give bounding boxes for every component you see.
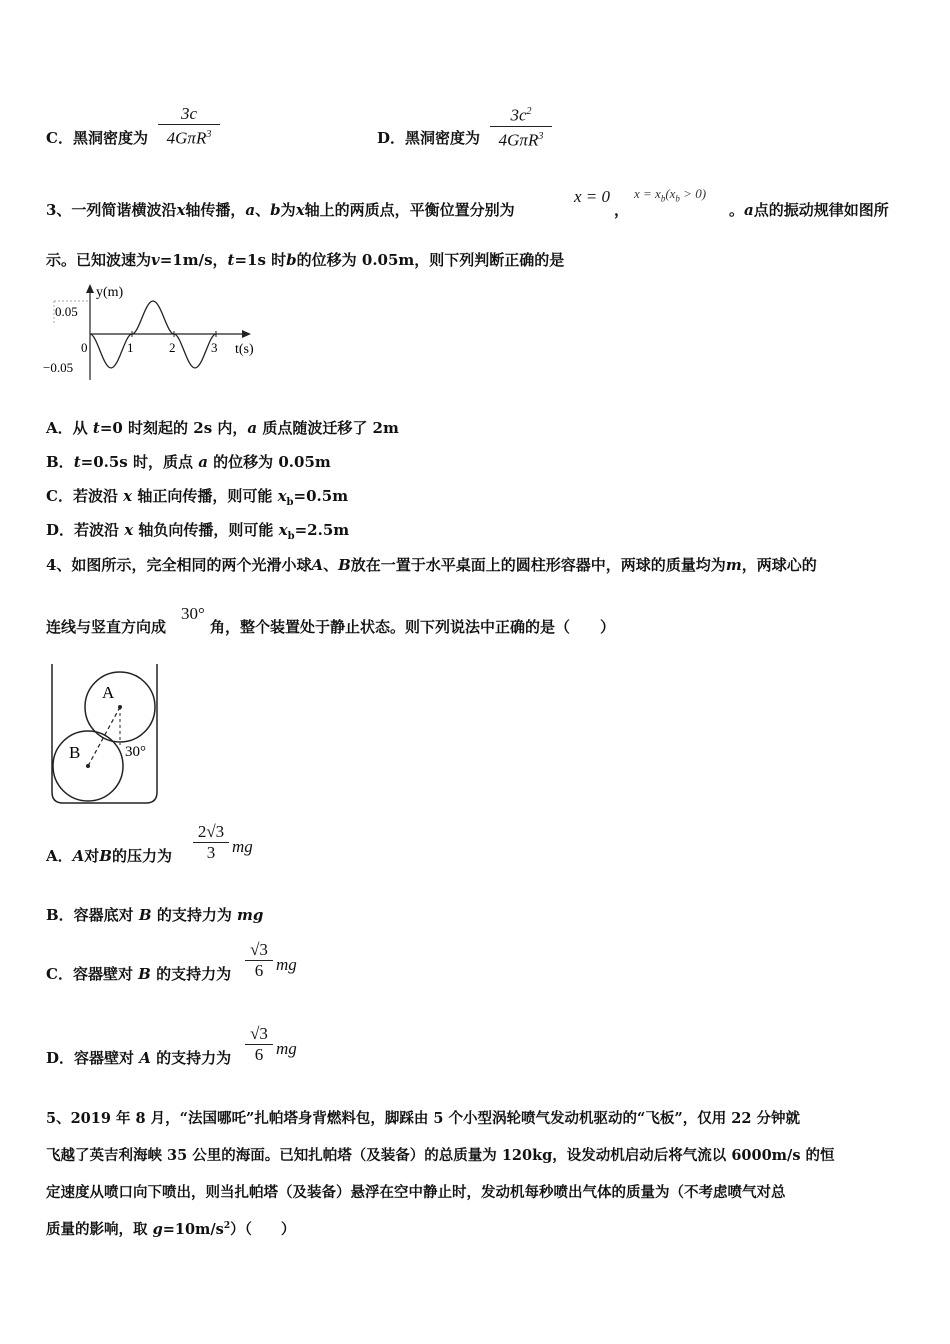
origin-label: 0 bbox=[81, 340, 88, 355]
fraction-denominator: 6 bbox=[245, 960, 273, 981]
fraction-numerator: $3c^2$ bbox=[510, 105, 532, 125]
positive-amplitude-label: 0.05 bbox=[55, 304, 78, 319]
q5-stem-line4: 质量的影响，取 $g=10m/s^2$）（ ） bbox=[46, 1221, 296, 1238]
q4-option-c-fraction bbox=[245, 940, 273, 981]
fraction-denominator: 4GπR$^3$ bbox=[158, 124, 220, 149]
q4-option-c[interactable]: C．容器壁对 B 的支持力为 bbox=[46, 965, 232, 983]
q4-option-a[interactable]: A．A对B的压力为 bbox=[46, 847, 172, 865]
t-axis-arrow bbox=[242, 330, 251, 338]
negative-amplitude-label: −0.05 bbox=[43, 360, 74, 375]
q5-stem-line2: 飞越了英吉利海峡 35 公里的海面。已知扎帕塔（及装备）的总质量为 120kg，设发动机启动后将气流以 6000m/s 的恒 bbox=[46, 1147, 835, 1164]
q2-option-d-label: D．黑洞密度为 bbox=[377, 129, 481, 147]
fraction-denominator: 6 bbox=[245, 1044, 273, 1065]
tick-label-2: 2 bbox=[169, 340, 176, 355]
q3-separator: ， bbox=[614, 201, 630, 219]
q4-stem-line2-a: 连线与竖直方向成 bbox=[46, 618, 167, 636]
q4-option-b[interactable]: B．容器底对 B 的支持力为 mg bbox=[46, 906, 264, 924]
ball-b-center bbox=[86, 764, 90, 768]
q4-option-d[interactable]: D．容器壁对 A 的支持力为 bbox=[46, 1049, 232, 1067]
fraction-numerator: √3 bbox=[250, 940, 268, 959]
fraction-numerator: 2√3 bbox=[197, 822, 225, 841]
q3-equation-x0: x = 0 bbox=[574, 187, 611, 206]
center-line bbox=[88, 707, 120, 766]
q3-option-a[interactable]: A．从 t=0 时刻起的 2s 内，a 质点随波迁移了 2m bbox=[46, 419, 399, 437]
q4-angle-value: 30° bbox=[181, 604, 205, 623]
q3-option-b[interactable]: B．t=0.5s 时，质点 a 的位移为 0.05m bbox=[46, 453, 331, 471]
ball-b-label: B bbox=[69, 743, 81, 762]
t-axis-label: t(s) bbox=[235, 342, 254, 357]
fraction-denominator: 3 bbox=[193, 842, 229, 863]
q4-option-d-fraction bbox=[245, 1024, 273, 1065]
y-axis-arrow bbox=[86, 284, 94, 293]
q4-option-a-fraction bbox=[193, 822, 229, 863]
fraction-denominator: 4GπR$^3$ bbox=[490, 126, 552, 151]
q4-stem-line2-b: 角，整个装置处于静止状态。则下列说法中正确的是（ ） bbox=[210, 618, 616, 636]
q3-option-d[interactable]: D．若波沿 x 轴负向传播，则可能 $x_b=2.5m$ bbox=[46, 521, 350, 542]
q3-stem-line1-end: 。a点的振动规律如图所 bbox=[729, 201, 889, 219]
fraction-numerator: 3c bbox=[180, 104, 198, 123]
q4-option-d-mg: mg bbox=[276, 1039, 297, 1058]
q5-stem-line1: 5、2019 年 8 月，“法国哪吒”扎帕塔身背燃料包，脚踩由 5 个小型涡轮喷气发动机驱动的“飞板”，仅用 22 分钟就 bbox=[46, 1110, 800, 1127]
q5-stem-line3: 定速度从喷口向下喷出，则当扎帕塔（及装备）悬浮在空中静止时，发动机每秒喷出气体的质量为（不考虑喷气对总 bbox=[46, 1184, 786, 1201]
q2-option-d[interactable] bbox=[377, 127, 480, 148]
tick-label-1: 1 bbox=[127, 340, 134, 355]
q3-equation-xb: $x = x_b(x_b > 0)$ bbox=[634, 186, 707, 204]
ball-a-center bbox=[118, 705, 122, 709]
q4-option-a-mg: mg bbox=[232, 837, 253, 856]
q4-stem-line1: 4、如图所示，完全相同的两个光滑小球A、B放在一置于水平桌面上的圆柱形容器中，两球的质量均为m，两球心的 bbox=[46, 556, 817, 574]
q3-option-c[interactable]: C．若波沿 x 轴正向传播，则可能 $x_b=0.5m$ bbox=[46, 487, 349, 508]
q2-option-c-fraction bbox=[158, 104, 220, 149]
q2-option-c[interactable] bbox=[46, 127, 148, 148]
tick-label-3: 3 bbox=[211, 340, 218, 355]
ball-a-label: A bbox=[102, 683, 115, 702]
q3-stem-line1: 3、一列简谐横波沿x轴传播，a、b为x轴上的两质点，平衡位置分别为 bbox=[46, 201, 515, 219]
q3-vibration-graph bbox=[40, 280, 265, 385]
q4-container-figure bbox=[45, 660, 165, 808]
q2-option-d-fraction bbox=[490, 102, 552, 150]
fraction-numerator: √3 bbox=[250, 1024, 268, 1043]
q4-option-c-mg: mg bbox=[276, 955, 297, 974]
angle-label: 30° bbox=[125, 744, 146, 760]
q3-stem-line2: 示。已知波速为v=1m/s，t=1s 时b的位移为 0.05m，则下列判断正确的是 bbox=[46, 251, 565, 269]
y-axis-label: y(m) bbox=[96, 285, 124, 300]
q2-option-c-label: C．黑洞密度为 bbox=[46, 129, 148, 147]
